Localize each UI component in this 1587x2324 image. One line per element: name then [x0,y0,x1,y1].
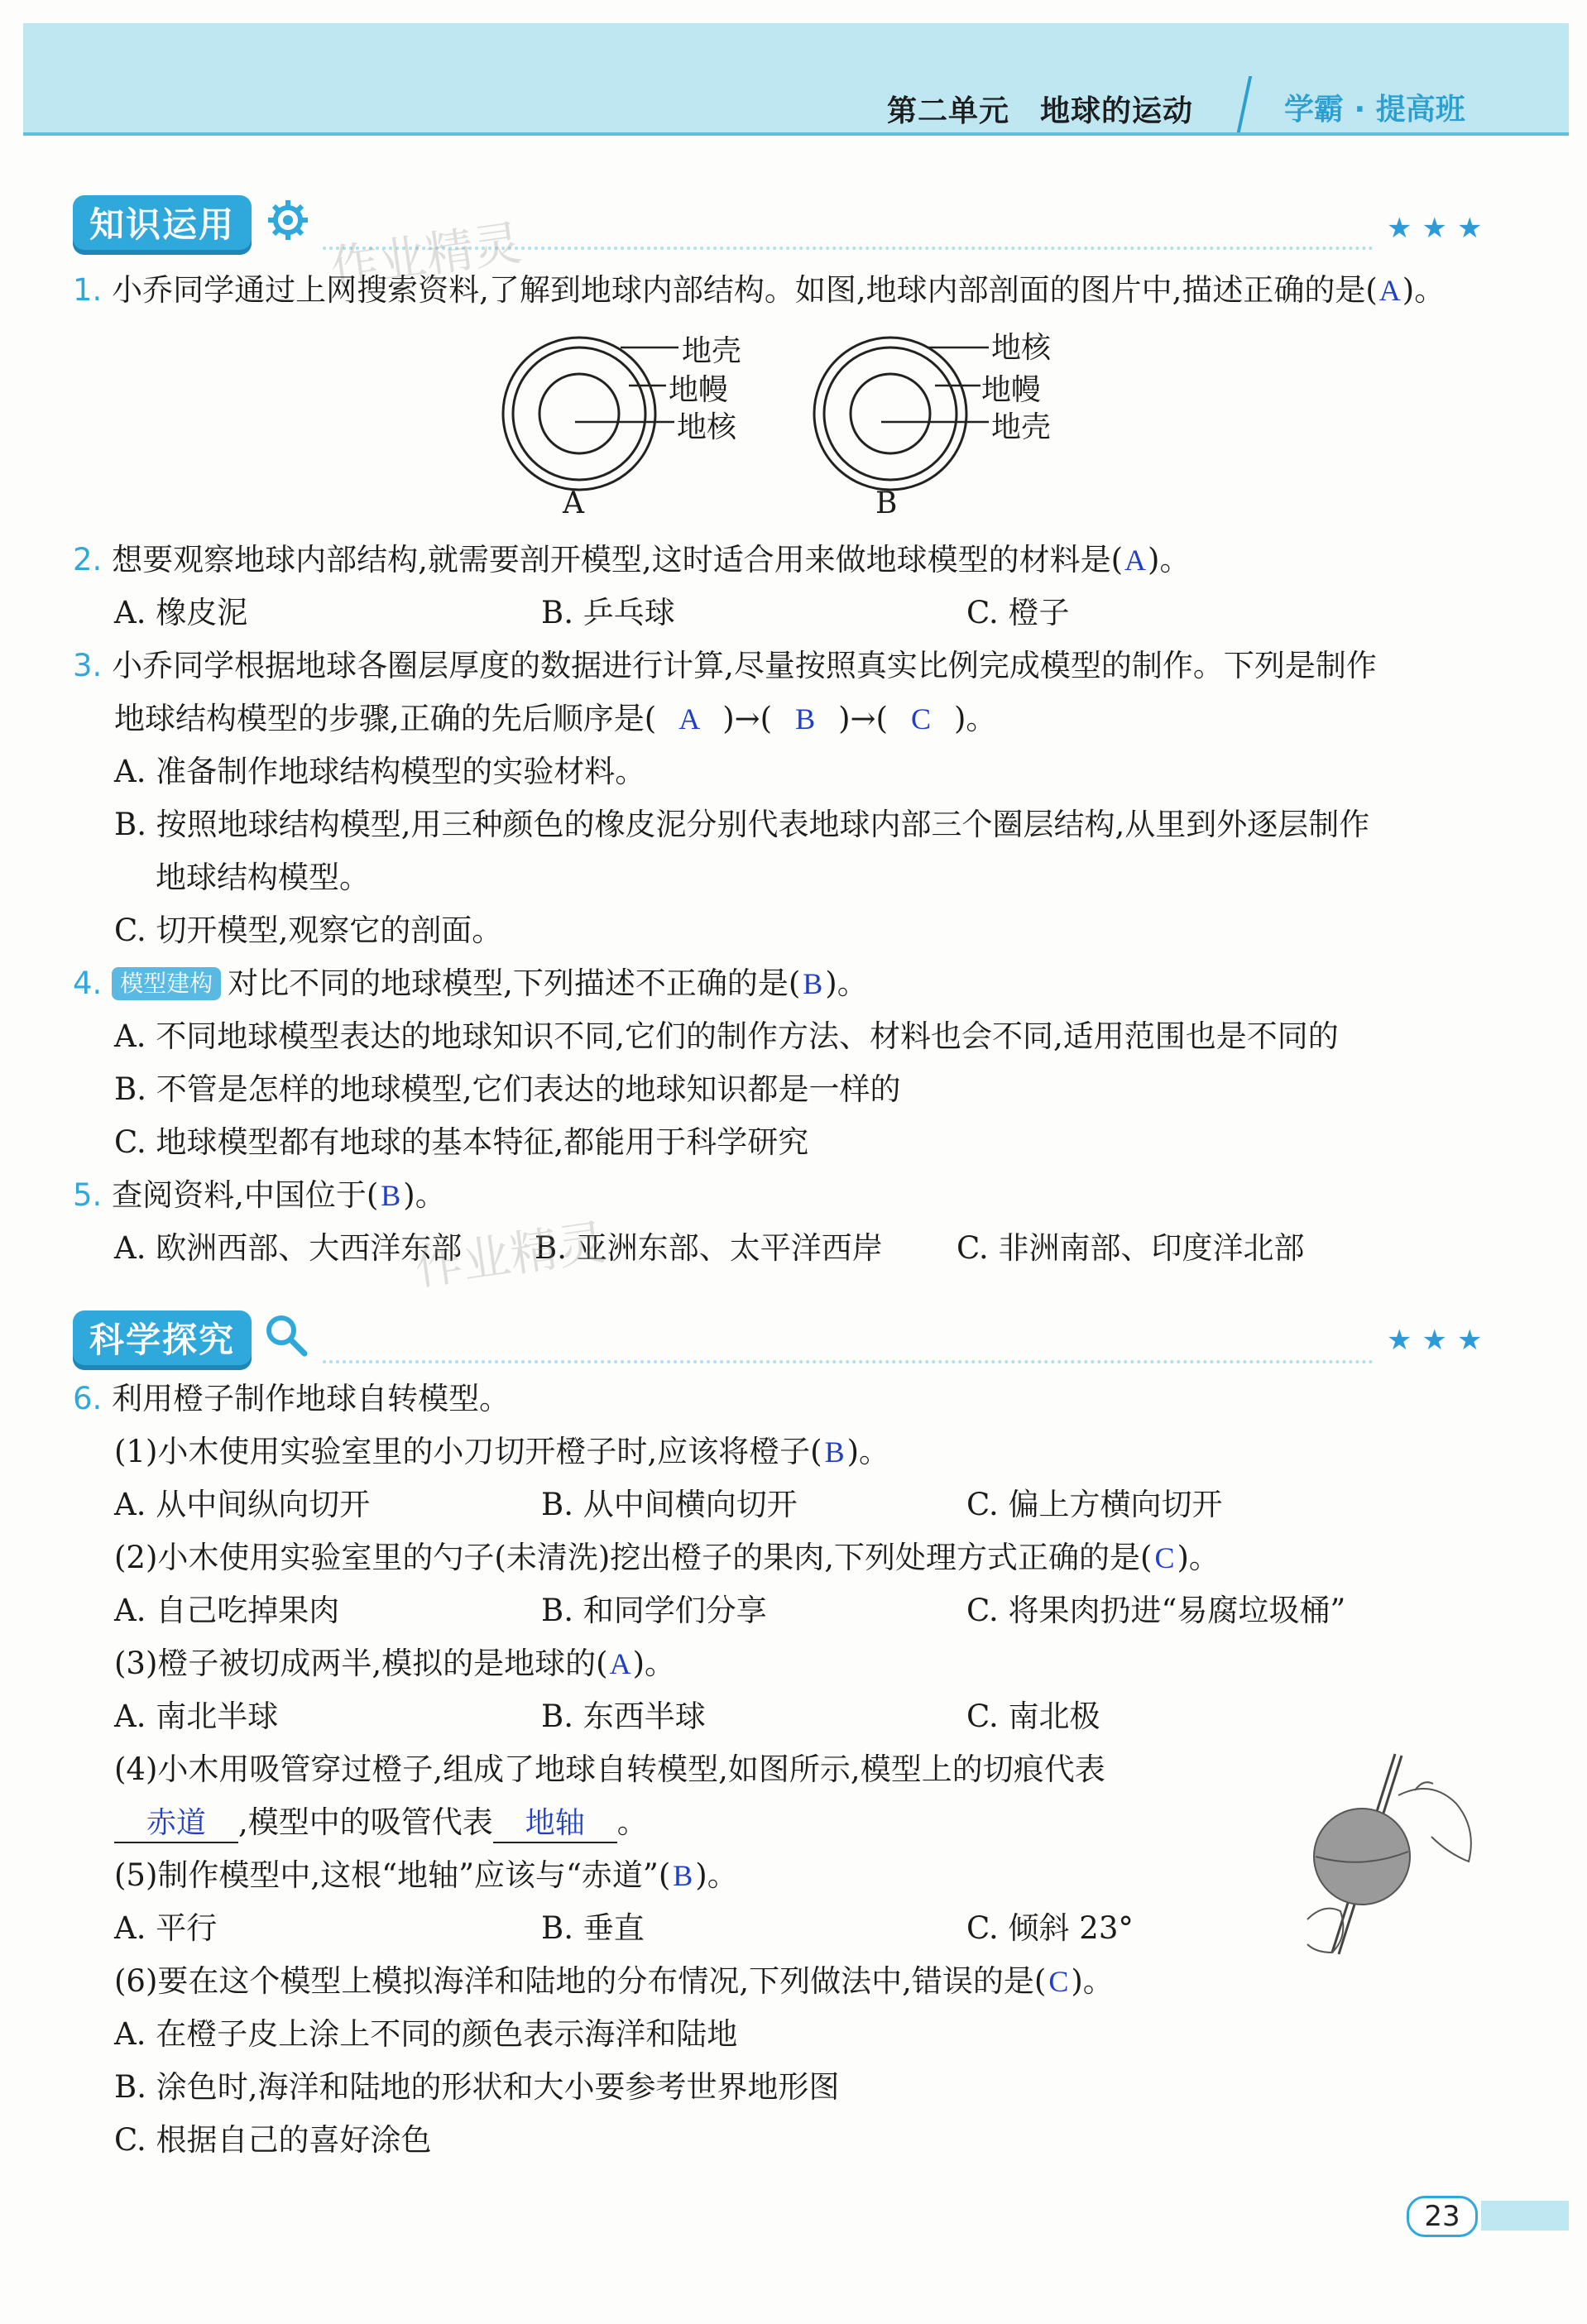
answer: C [1048,1965,1069,1998]
watermark: 作业精灵 [327,214,525,297]
option: A. 不同地球模型表达的地球知识不同,它们的制作方法、材料也会不同,适用范围也是不同的 [114,1018,1339,1054]
question-suffix: )。 [1177,1540,1220,1575]
question-stem: ,模型中的吸管代表 [238,1804,493,1840]
section-badge-apply: 知识运用 [73,195,252,255]
option: A. 在橙子皮上涂上不同的颜色表示海洋和陆地 [114,2016,738,2052]
question-number: 6. [73,1381,103,1416]
option: B. 不管是怎样的地球模型,它们表达的地球知识都是一样的 [114,1071,901,1107]
sub-question-3 [114,1645,675,1683]
orange-rotation-model-illustration [1299,1746,1489,1961]
option: B. 东西半球 [541,1699,706,1734]
question-stem: (1)小木使用实验室里的小刀切开橙子时,应该将橙子( [114,1434,822,1469]
option-continued: 地球结构模型。 [156,860,370,895]
option: A. 欧洲西部、大西洋东部 [114,1230,463,1266]
diagram-b-label-mantle: 地幔 [981,373,1042,407]
watermark: 作业精灵 [411,1214,610,1296]
option: B. 涂色时,海洋和陆地的形状和大小要参考世界地形图 [114,2069,840,2105]
question-number: 1. [73,272,103,308]
question-suffix: )。 [403,1177,446,1213]
option: C. 倾斜 23° [966,1910,1134,1946]
answer-blank-axis: 地轴 [493,1804,617,1843]
answer-blank-equator: 赤道 [114,1804,238,1843]
answer: B [673,1859,693,1892]
question-stem: 小乔同学通过上网搜索资料,了解到地球内部结构。如图,地球内部剖面的图片中,描述正确的是( [112,272,1378,308]
answer: B [824,1435,845,1469]
arrow-separator: )→( [838,701,888,736]
section-divider [323,1360,1374,1367]
question-stem: (5)制作模型中,这根“地轴”应该与“赤道”( [114,1857,671,1893]
question-suffix: )。 [953,701,997,736]
option: C. 橙子 [966,595,1070,630]
question-suffix: )。 [632,1646,676,1681]
question-stem: (3)橙子被切成两半,模拟的是地球的( [114,1646,608,1681]
unit-title: 第二单元 地球的运动 [887,94,1194,128]
sub-question-1 [114,1433,889,1471]
question-3 [73,647,1377,685]
page-number: 23 [1407,2196,1478,2237]
option: B. 按照地球结构模型,用三种颜色的橡皮泥分别代表地球内部三个圈层结构,从里到外逐层制作 [114,807,1370,842]
question-suffix: 。 [616,1804,648,1840]
question-suffix: )。 [1402,272,1446,308]
answer: B [795,702,816,736]
question-number: 2. [73,542,103,577]
question-suffix: )。 [825,966,868,1001]
question-suffix: )。 [1148,542,1191,577]
option: C. 地球模型都有地球的基本特征,都能用于科学研究 [114,1124,809,1160]
answer: A [1378,274,1401,307]
option: C. 非洲南部、印度洋北部 [957,1230,1305,1266]
option: C. 切开模型,观察它的剖面。 [114,913,503,948]
sub-question-5 [114,1857,738,1895]
question-2 [73,541,1190,579]
question-suffix: )。 [695,1857,738,1893]
option: C. 根据自己的喜好涂色 [114,2122,432,2158]
question-1 [73,271,1445,309]
diagram-a-label-mantle: 地幔 [669,373,729,407]
magnifier-icon [261,1311,311,1360]
question-5 [73,1176,446,1215]
question-stem: 利用橙子制作地球自转模型。 [112,1381,511,1416]
question-stem: 想要观察地球内部结构,就需要剖开模型,这时适合用来做地球模型的材料是( [112,542,1124,577]
option: C. 南北极 [966,1699,1100,1734]
option: A. 从中间纵向切开 [114,1487,371,1522]
option: C. 偏上方横向切开 [966,1487,1223,1522]
question-4 [73,965,868,1003]
diagram-b-label-core: 地核 [991,331,1052,365]
question-stem: 查阅资料,中国位于( [112,1177,379,1213]
question-3-line-2 [114,700,996,738]
question-suffix: )。 [846,1434,890,1469]
option: A. 平行 [114,1910,218,1946]
difficulty-stars: ★★★ [1387,1324,1493,1357]
section-badge-explore: 科学探究 [73,1311,252,1370]
option: A. 自己吃掉果肉 [114,1593,340,1628]
option: B. 垂直 [541,1910,645,1946]
diagram-a-caption: A [563,486,584,520]
question-number: 4. [73,966,103,1001]
answer: C [1154,1541,1175,1574]
option: A. 橡皮泥 [114,595,248,630]
diagram-b-caption: B [875,486,898,520]
option: A. 南北半球 [114,1699,279,1734]
question-stem: (6)要在这个模型上模拟海洋和陆地的分布情况,下列做法中,错误的是( [114,1963,1047,1999]
answer: B [381,1179,401,1212]
diagram-b-label-crust: 地壳 [991,410,1052,444]
question-stem: 地球结构模型的步骤,正确的先后顺序是( [114,701,657,736]
option: B. 亚洲东部、太平洋西岸 [535,1230,883,1266]
diagram-a-label-core: 地核 [677,410,737,444]
gear-icon [266,199,309,242]
option: A. 准备制作地球结构模型的实验材料。 [114,754,646,789]
option: B. 乒乓球 [541,595,675,630]
sub-question-4-line-2 [114,1804,648,1843]
question-stem: 小乔同学根据地球各圈层厚度的数据进行计算,尽量按照真实比例完成模型的制作。下列是制作 [112,648,1377,683]
answer: A [609,1647,631,1680]
answer: C [910,702,931,736]
footer-band [1481,2201,1569,2231]
sub-question-4: (4)小木用吸管穿过橙子,组成了地球自转模型,如图所示,模型上的切痕代表 [114,1751,1105,1787]
question-6 [73,1380,510,1418]
model-building-tag: 模型建构 [112,967,221,1000]
diagram-a-label-crust: 地壳 [682,334,742,368]
question-number: 3. [73,648,103,683]
option: B. 和同学们分享 [541,1593,767,1628]
sub-question-6 [114,1962,1114,2001]
sub-question-2 [114,1539,1220,1577]
arrow-separator: )→( [722,701,773,736]
diagram-b-leaders [877,339,993,438]
answer: B [803,967,823,1000]
question-number: 5. [73,1177,103,1213]
difficulty-stars: ★★★ [1387,212,1493,245]
option: C. 将果肉扔进“易腐垃圾桶” [966,1593,1346,1628]
question-stem: 对比不同的地球模型,下列描述不正确的是( [228,966,801,1001]
answer: A [678,702,701,736]
question-stem: (2)小木使用实验室里的勺子(未清洗)挖出橙子的果肉,下列处理方式正确的是( [114,1540,1153,1575]
answer: A [1124,544,1147,577]
question-suffix: )。 [1071,1963,1114,1999]
option: B. 从中间横向切开 [541,1487,798,1522]
brand-logo-text: 学霸 · 提高班 [1284,93,1465,127]
